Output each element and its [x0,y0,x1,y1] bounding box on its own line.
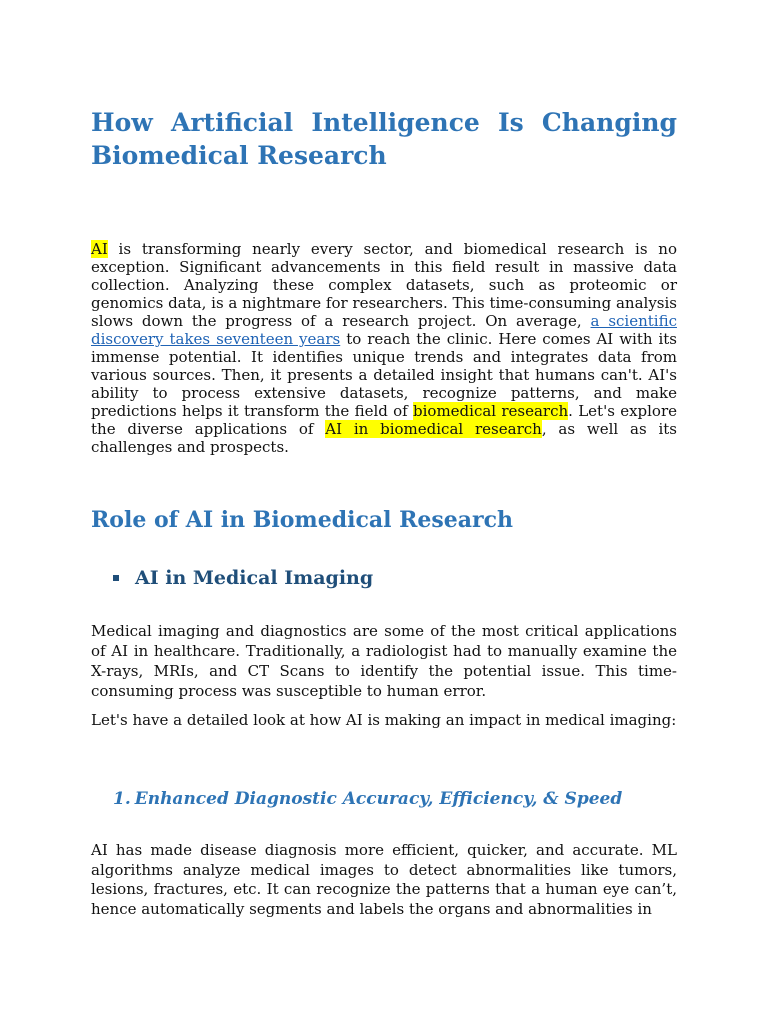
intro-text-2: to reach the clinic. Here comes AI with its immense potential. It identifies unique trends and integrates data from various sources. Then, it presents a detailed insight that humans can't. AI's ability to process extensive datasets, recognize patterns, and make predictions helps it transform the field of [91,330,677,420]
highlight-ai: AI [91,240,108,258]
intro-text-1: is transforming nearly every sector, and biomedical research is no exception. Significant advancements in this field result in massive data collection. Analyzing these complex datasets, such as proteomic or genomics data, is a nightmare for researchers. This time-consuming analysis slows down the progress of a research project. On average, [91,240,677,330]
medical-imaging-paragraph: Medical imaging and diagnostics are some of the most critical applications of AI in healthcare. Traditionally, a radiologist had to manually examine the X-rays, MRIs, and CT Scans to identify the potential issue. This time-consuming process was susceptible to human error. [91,622,677,700]
intro-text-4: , as well as its challenges and prospects. [91,420,677,456]
numbered-heading: Enhanced Diagnostic Accuracy, Efficiency, & Speed [134,789,623,809]
intro-text-3: . Let's explore the diverse applications of [91,402,678,438]
diagnosis-paragraph: AI has made disease diagnosis more efficient, quicker, and accurate. ML algorithms analyze medical images to detect abnormalities like tumors, lesions, fractures, etc. It can recognize the patterns that a human eye can’t, hence automatically segments and labels the organs and abnormalities in [91,841,677,918]
section-heading: Role of AI in Biomedical Research [91,507,514,533]
detailed-look-paragraph: Let's have a detailed look at how AI is making an impact in medical imaging: [91,711,677,729]
numbered-heading-number: 1. [113,789,131,809]
highlight-ai-in-biomedical-research: AI in biomedical research [325,420,542,438]
subsection-heading-row [113,566,373,590]
square-bullet-icon [113,575,119,581]
intro-paragraph [91,240,677,456]
document-title: How Artificial Intelligence Is Changing Biomedical Research [91,108,677,170]
seventeen-years-link[interactable]: a scientific discovery takes seventeen years [91,312,677,348]
numbered-heading-row [113,788,622,810]
subsection-heading: AI in Medical Imaging [135,567,374,589]
highlight-biomedical-research: biomedical research [413,402,569,420]
